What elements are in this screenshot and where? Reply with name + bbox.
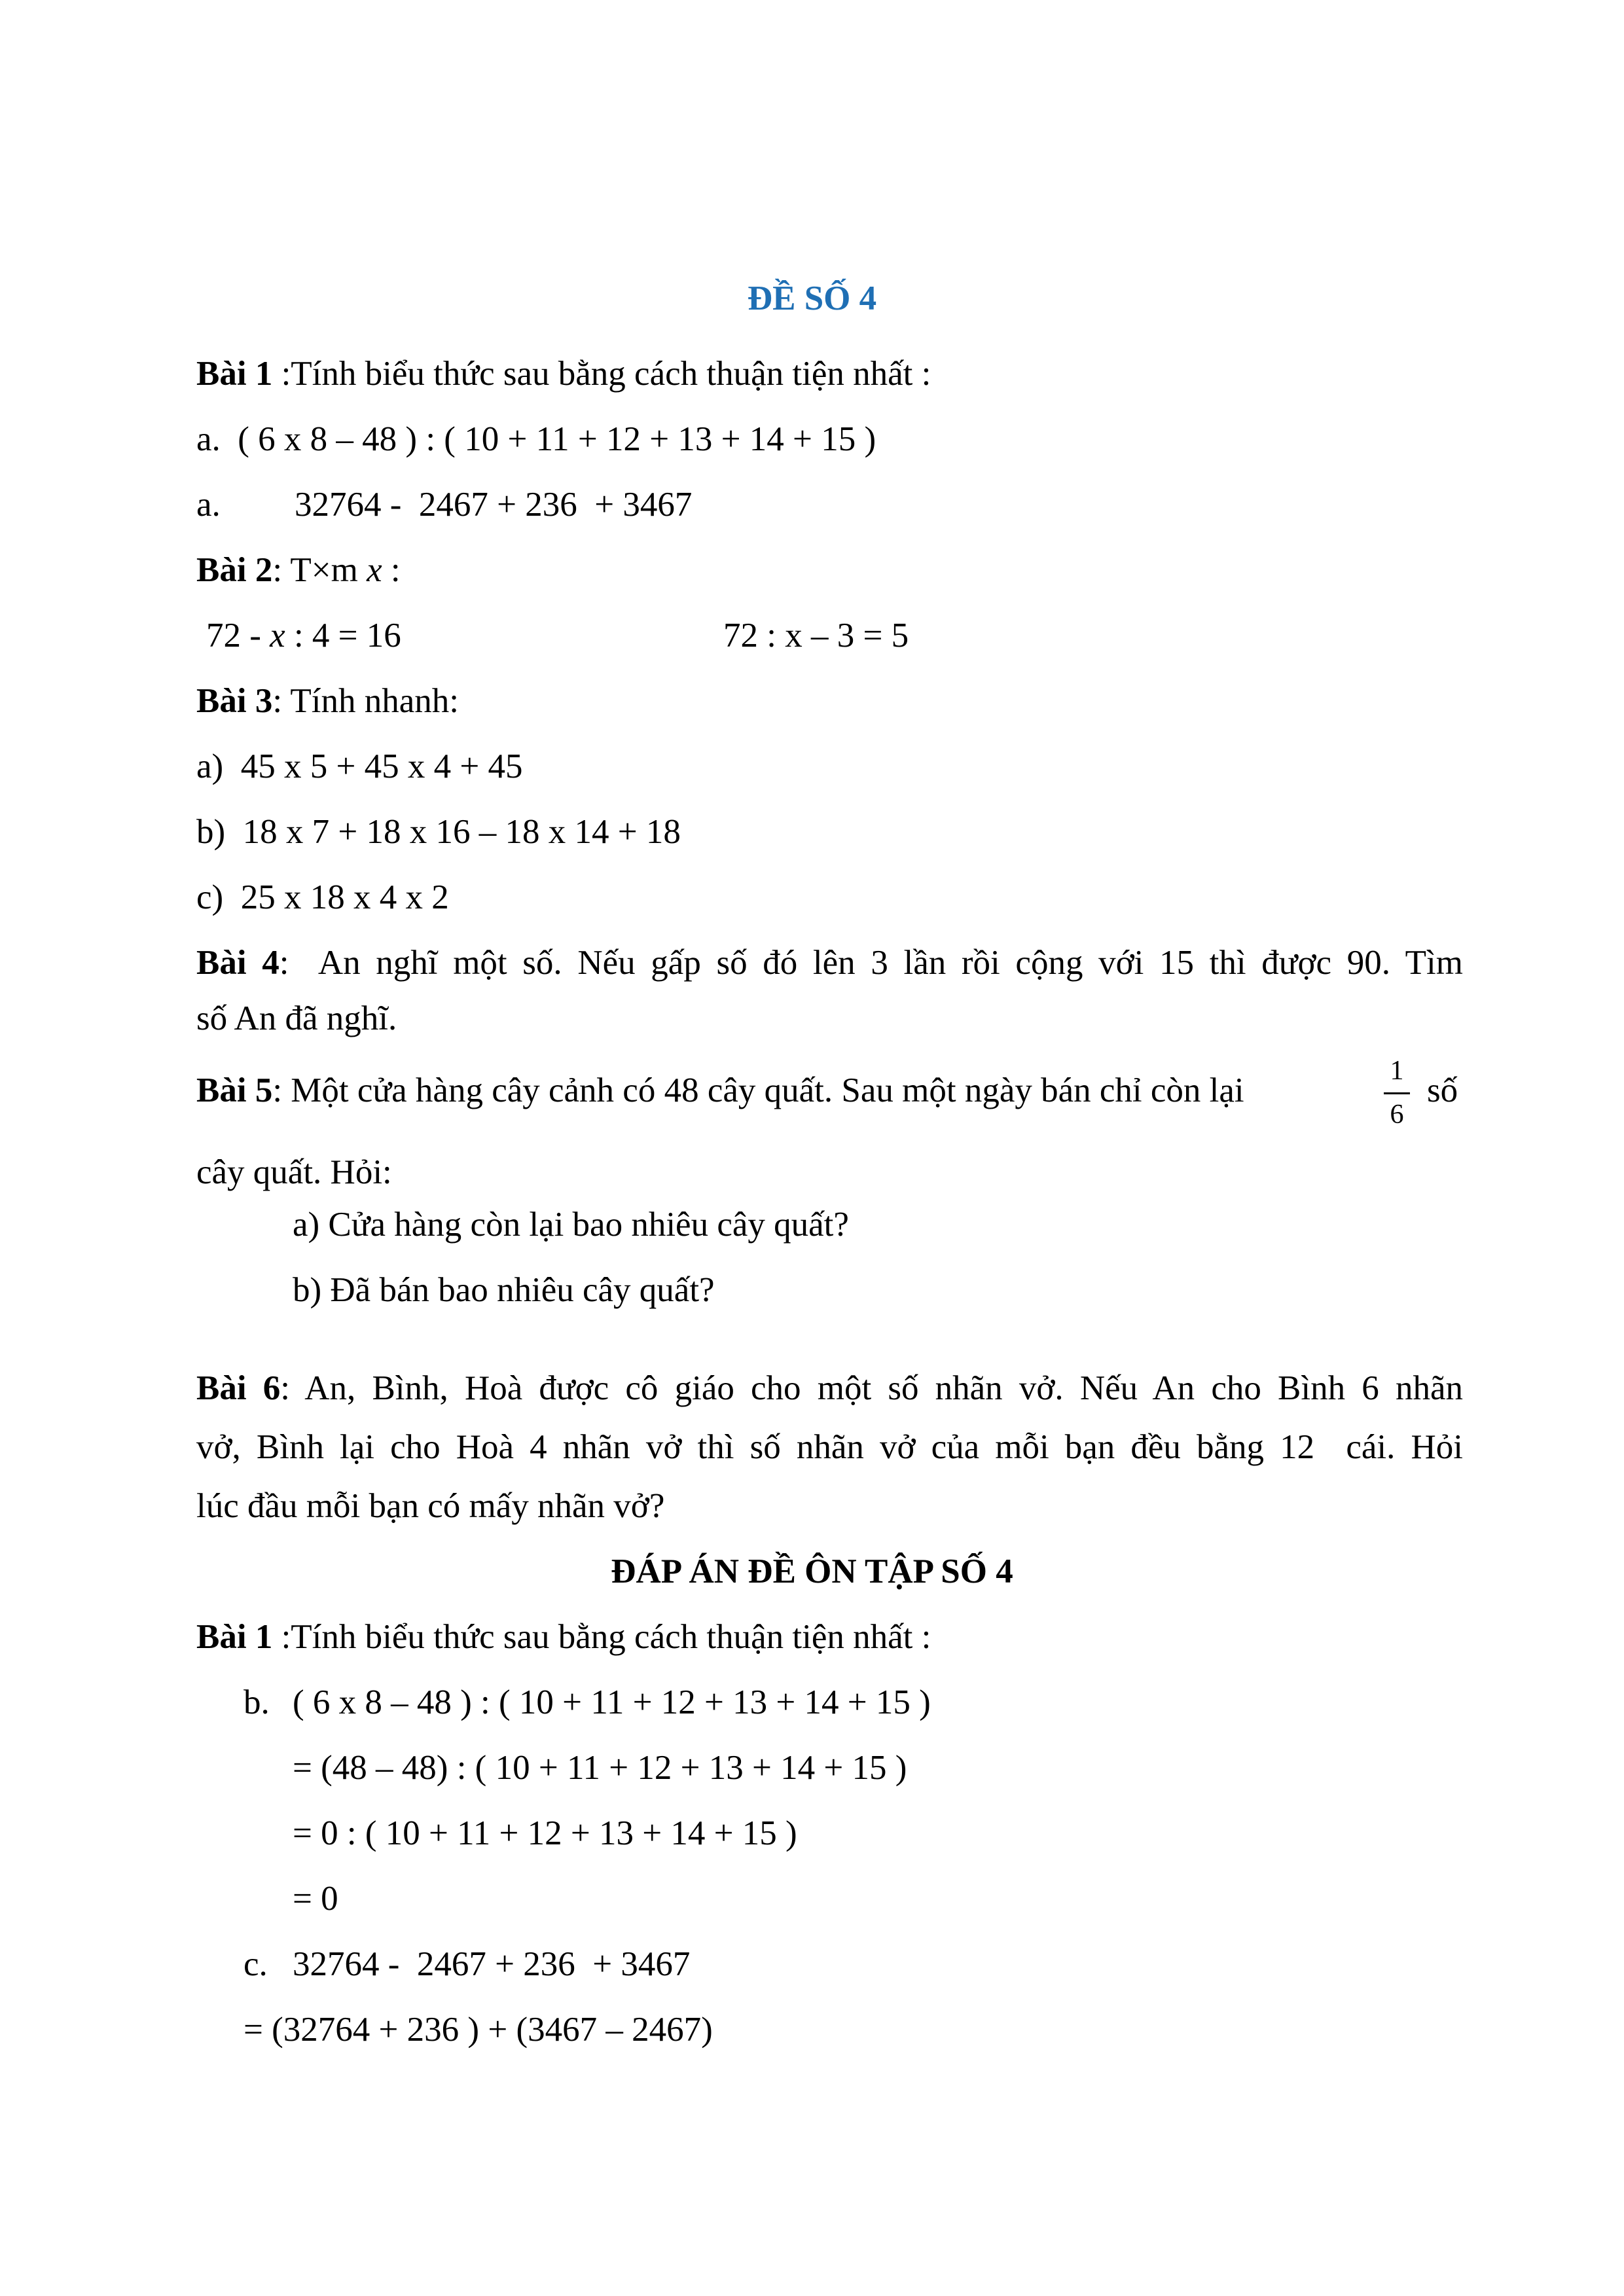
bai2-eq1-suffix: : 4 = 16 xyxy=(285,617,401,655)
answer-b-step: ( 6 x 8 – 48 ) : ( 10 + 11 + 12 + 13 + 14 + 15 ) xyxy=(293,1683,931,1721)
bai6-line1 xyxy=(196,1371,1463,1406)
fraction-numerator: 1 xyxy=(1390,1056,1404,1086)
answer-bai1-heading xyxy=(196,1620,931,1655)
answer-bai1-label: Bài 1 xyxy=(196,1618,273,1656)
bai3-heading xyxy=(196,684,459,719)
bai3-prompt: : Tính nhanh: xyxy=(272,682,459,720)
answer-bai1-prompt: :Tính biểu thức sau bằng cách thuận tiện nhất : xyxy=(272,1618,931,1656)
bai3-item-label: a) xyxy=(196,747,224,785)
bai1-a xyxy=(196,422,876,457)
bai1-label: Bài 1 xyxy=(196,355,273,393)
answer-b-label: b. xyxy=(244,1683,270,1721)
bai5-label: Bài 5 xyxy=(196,1071,273,1109)
bai2-eq1-prefix: 72 - xyxy=(206,617,270,655)
bai1-a-expr: ( 6 x 8 – 48 ) : ( 10 + 11 + 12 + 13 + 14 + 15 ) xyxy=(238,420,876,458)
bai2-heading xyxy=(196,553,401,588)
bai2-eq1 xyxy=(206,619,401,653)
fraction-bar xyxy=(1384,1092,1410,1094)
bai1-a-label: a. xyxy=(196,420,221,458)
answer-c-step: = (32764 + 236 ) + (3467 – 2467) xyxy=(244,2011,713,2049)
bai3-label: Bài 3 xyxy=(196,682,273,720)
answer-b-step: = 0 : ( 10 + 11 + 12 + 13 + 14 + 15 ) xyxy=(293,1814,797,1852)
answer-c-expr: 32764 - 2467 + 236 + 3467 xyxy=(293,1945,691,1983)
bai2-prompt-suffix: : xyxy=(382,551,401,589)
bai3-item-expr: 25 x 18 x 4 x 2 xyxy=(240,878,449,916)
bai6-line3: lúc đầu mỗi bạn có mấy nhãn vở? xyxy=(196,1487,665,1525)
bai4-line1 xyxy=(196,946,1463,980)
bai2-eq1-var: x xyxy=(270,617,285,655)
bai2-prompt-prefix: : T×m xyxy=(272,551,367,589)
bai1-b-label: a. xyxy=(196,486,221,524)
bai6-line2: vở, Bình lại cho Hoà 4 nhãn vở thì số nhãn vở của mỗi bạn đều bằng 12 cái. Hỏi xyxy=(196,1428,1463,1466)
bai5-line2: cây quất. Hỏi: xyxy=(196,1153,392,1191)
answer-c-label: c. xyxy=(244,1945,268,1983)
bai5-question-a: a) Cửa hàng còn lại bao nhiêu cây quất? xyxy=(293,1206,849,1244)
exam-title: ĐỀ SỐ 4 xyxy=(747,279,877,317)
answer-b-step: = (48 – 48) : ( 10 + 11 + 12 + 13 + 14 + 15 ) xyxy=(293,1749,907,1787)
bai3-item xyxy=(196,749,522,784)
bai3-item xyxy=(196,880,449,915)
bai5-question-b: b) Đã bán bao nhiêu cây quất? xyxy=(293,1271,715,1309)
bai4-line2: số An đã nghĩ. xyxy=(196,999,397,1037)
bai3-item-expr: 18 x 7 + 18 x 16 – 18 x 14 + 18 xyxy=(242,813,681,851)
bai5-line1-end: số xyxy=(1427,1071,1458,1109)
bai2-var: x xyxy=(367,551,382,589)
bai5-line1 xyxy=(196,1073,1244,1108)
bai2-label: Bài 2 xyxy=(196,551,273,589)
bai3-item-label: b) xyxy=(196,813,226,851)
bai3-item-expr: 45 x 5 + 45 x 4 + 45 xyxy=(240,747,523,785)
bai1-b-expr: 32764 - 2467 + 236 + 3467 xyxy=(295,486,693,524)
bai4-label: Bài 4 xyxy=(196,944,280,982)
bai3-item xyxy=(196,815,681,850)
bai2-eq2: 72 : x – 3 = 5 xyxy=(723,617,909,655)
fraction-one-sixth xyxy=(1384,1057,1410,1128)
bai1-prompt: :Tính biểu thức sau bằng cách thuận tiện nhất : xyxy=(272,355,931,393)
bai5-text: : Một cửa hàng cây cảnh có 48 cây quất. Sau một ngày bán chỉ còn lại xyxy=(272,1071,1244,1109)
answer-b-step: = 0 xyxy=(293,1880,338,1918)
answers-title: ĐÁP ÁN ĐỀ ÔN TẬP SỐ 4 xyxy=(611,1552,1013,1590)
fraction-denominator: 6 xyxy=(1390,1100,1404,1130)
bai3-item-label: c) xyxy=(196,878,224,916)
bai1-heading xyxy=(196,357,931,391)
bai6-text: : An, Bình, Hoà được cô giáo cho một số nhãn vở. Nếu An cho Bình 6 nhãn xyxy=(280,1369,1463,1407)
bai4-text: : An nghĩ một số. Nếu gấp số đó lên 3 lần rồi cộng với 15 thì được 90. Tìm xyxy=(279,944,1464,982)
bai6-label: Bài 6 xyxy=(196,1369,281,1407)
